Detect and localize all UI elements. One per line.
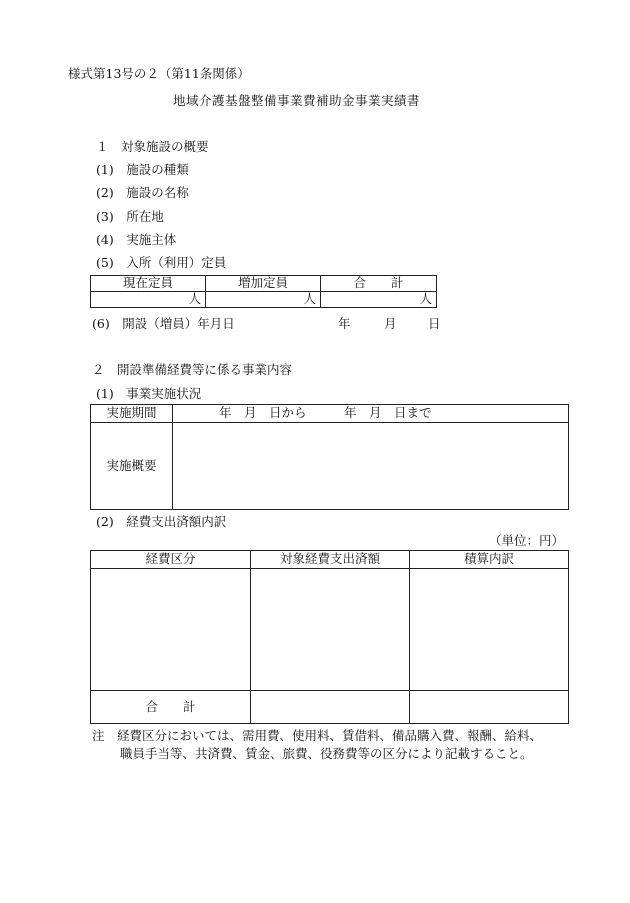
expense-category-cell[interactable] xyxy=(91,569,251,691)
expense-header-amount: 対象経費支出済額 xyxy=(251,551,410,569)
capacity-header-total: 合 計 xyxy=(321,276,437,292)
implementation-table xyxy=(90,404,569,510)
item-operator: (4) 実施主体 xyxy=(96,232,177,247)
period-value[interactable]: 年 月 日から 年 月 日まで xyxy=(173,405,569,423)
form-number: 様式第13号の２（第11条関係） xyxy=(68,66,250,81)
expense-header-category: 経費区分 xyxy=(91,551,251,569)
document-title: 地域介護基盤整備事業費補助金事業実績書 xyxy=(173,93,421,108)
item-opening-date: (6) 開設（増員）年月日 xyxy=(92,316,235,331)
item-capacity: (5) 入所（利用）定員 xyxy=(96,255,227,270)
item-facility-name: (2) 施設の名称 xyxy=(96,185,189,200)
capacity-current-unit[interactable]: 人 xyxy=(91,292,206,308)
sub-expense-breakdown: (2) 経費支出済額内訳 xyxy=(96,514,227,529)
expense-breakdown-cell[interactable] xyxy=(410,569,569,691)
section1-heading: １ 対象施設の概要 xyxy=(96,139,209,154)
expense-amount-cell[interactable] xyxy=(251,569,410,691)
overview-value[interactable] xyxy=(173,423,569,510)
expense-total-breakdown[interactable] xyxy=(410,691,569,724)
expense-header-breakdown: 積算内訳 xyxy=(410,551,569,569)
sub-implementation-status: (1) 事業実施状況 xyxy=(96,386,202,401)
opening-date-year: 年 xyxy=(338,316,351,331)
section2-heading: ２ 開設準備経費等に係る事業内容 xyxy=(92,362,293,377)
item-location: (3) 所在地 xyxy=(96,209,164,224)
expense-total-label: 合 計 xyxy=(91,691,251,724)
capacity-header-increase: 増加定員 xyxy=(206,276,321,292)
expense-total-amount[interactable] xyxy=(251,691,410,724)
unit-note: （単位：円） xyxy=(488,533,564,548)
item-facility-type: (1) 施設の種類 xyxy=(96,162,189,177)
expense-table xyxy=(90,550,569,724)
capacity-table xyxy=(90,275,437,308)
period-label: 実施期間 xyxy=(91,405,173,423)
overview-label: 実施概要 xyxy=(91,423,173,510)
capacity-increase-unit[interactable]: 人 xyxy=(206,292,321,308)
opening-date-month: 月 xyxy=(384,316,397,331)
capacity-total-unit[interactable]: 人 xyxy=(321,292,437,308)
capacity-header-current: 現在定員 xyxy=(91,276,206,292)
opening-date-day: 日 xyxy=(428,316,441,331)
note-line-1: 注 経費区分においては、需用費、使用料、賃借料、備品購入費、報酬、給料、 xyxy=(92,728,543,743)
note-line-2: 職員手当等、共済費、賃金、旅費、役務費等の区分により記載すること。 xyxy=(120,746,533,761)
